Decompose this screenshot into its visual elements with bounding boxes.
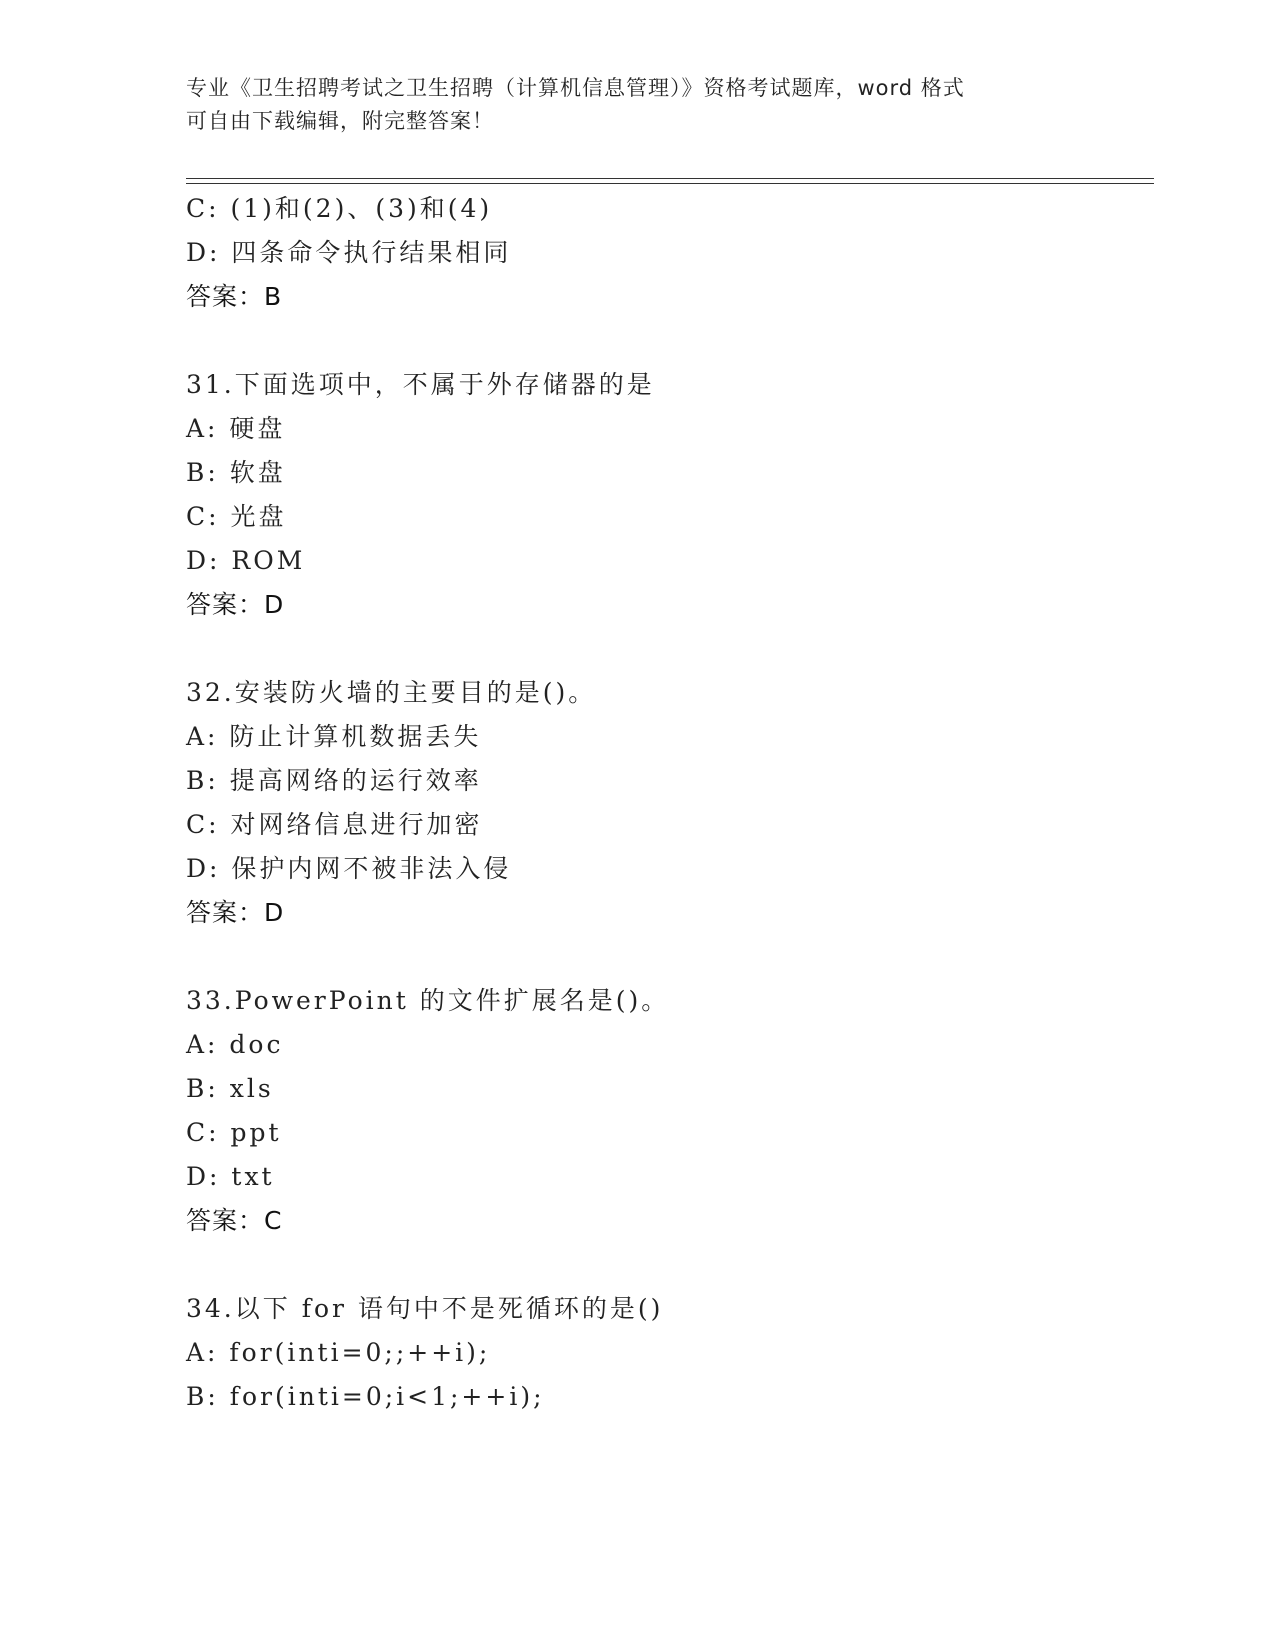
option-d: D: 保护内网不被非法入侵 — [186, 854, 512, 883]
option-c: C: ppt — [186, 1118, 282, 1147]
question-34: 34.以下 for 语句中不是死循环的是() — [186, 1294, 664, 1323]
option-c: C: (1)和(2)、(3)和(4) — [186, 194, 493, 223]
option-b: B: 软盘 — [186, 458, 286, 487]
document-header — [186, 72, 1066, 138]
option-d: D: 四条命令执行结果相同 — [186, 238, 512, 267]
option-d: D: txt — [186, 1162, 275, 1191]
header-divider-top — [186, 178, 1154, 179]
question-33: 33.PowerPoint 的文件扩展名是()。 — [186, 986, 670, 1015]
header-line-2: 可自由下载编辑，附完整答案！ — [186, 109, 494, 133]
option-a: A: doc — [186, 1030, 284, 1059]
question-32: 32.安装防火墙的主要目的是()。 — [186, 678, 597, 707]
option-a: A: 硬盘 — [186, 414, 286, 443]
option-c: C: 对网络信息进行加密 — [186, 810, 483, 839]
option-c: C: 光盘 — [186, 502, 287, 531]
header-divider-bottom — [186, 183, 1154, 184]
answer: 答案：D — [186, 898, 285, 927]
answer: 答案：C — [186, 1206, 283, 1235]
answer: 答案：B — [186, 282, 283, 311]
option-a: A: 防止计算机数据丢失 — [186, 722, 482, 751]
option-b: B: 提高网络的运行效率 — [186, 766, 482, 795]
option-d: D: ROM — [186, 546, 306, 575]
option-b: B: for(inti=0;i<1;++i); — [186, 1382, 545, 1411]
option-a: A: for(inti=0;;++i); — [186, 1338, 491, 1367]
option-b: B: xls — [186, 1074, 274, 1103]
answer: 答案：D — [186, 590, 285, 619]
header-line-1: 专业《卫生招聘考试之卫生招聘（计算机信息管理）》资格考试题库，word 格式 — [186, 76, 965, 100]
question-31: 31.下面选项中，不属于外存储器的是 — [186, 370, 655, 399]
